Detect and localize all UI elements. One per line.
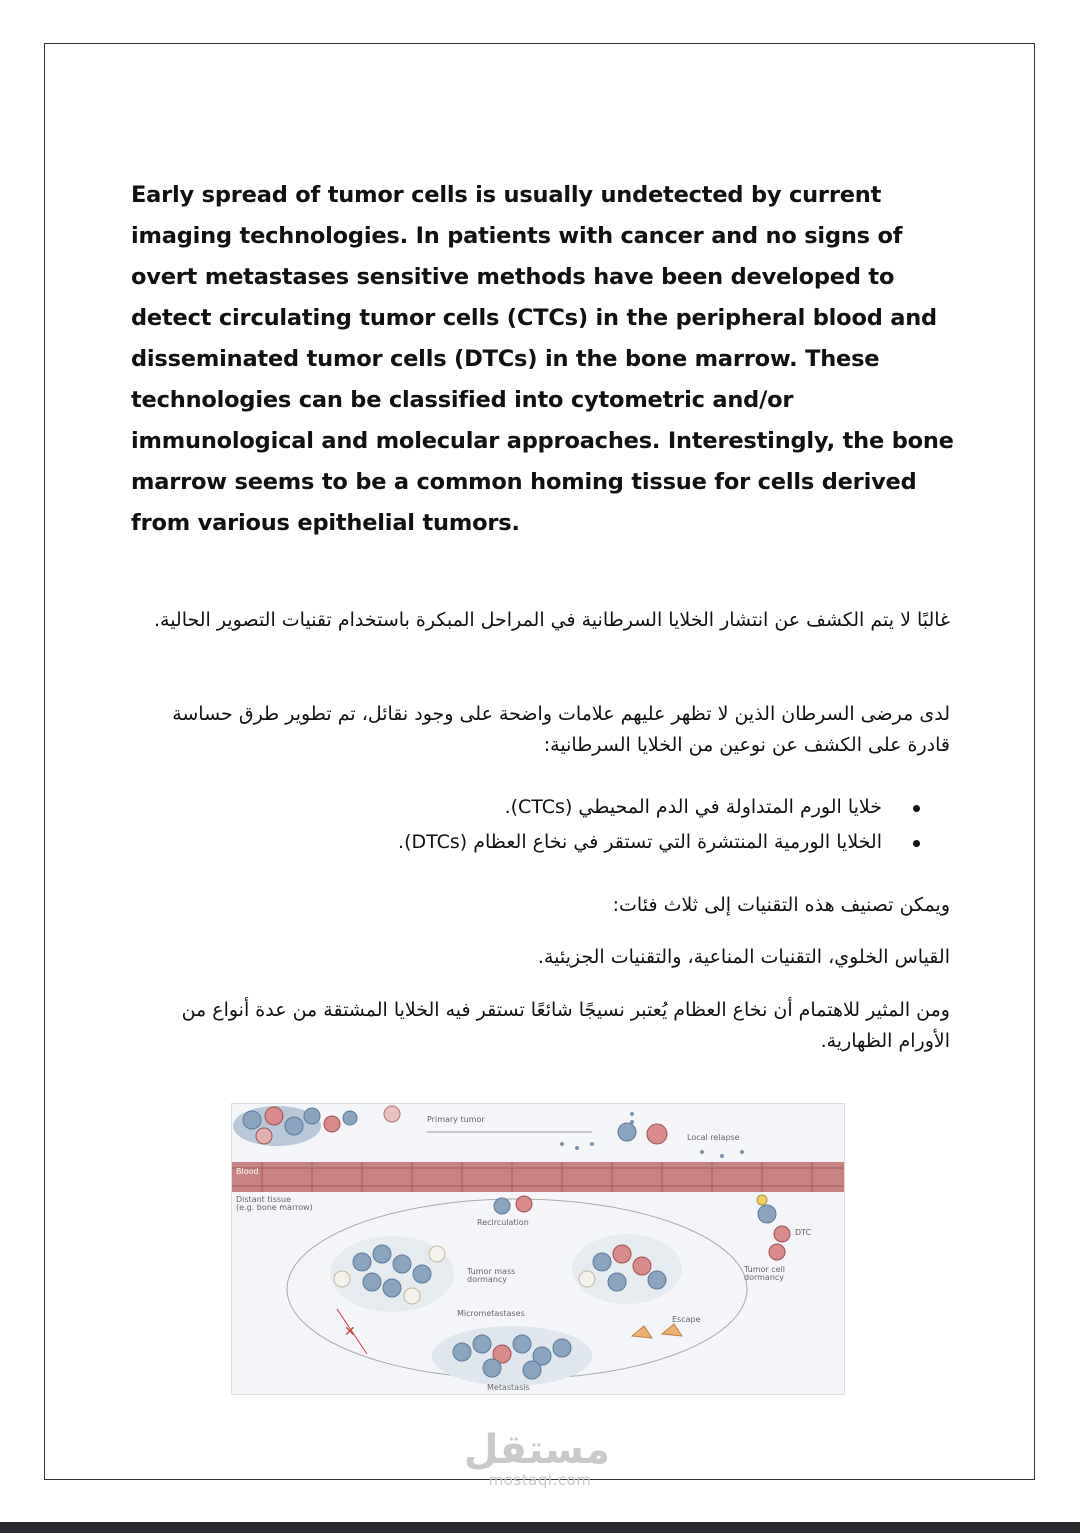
arabic-paragraph-2: لدى مرضى السرطان الذين لا تظهر عليهم علامات واضحة على وجود نقائل، تم تطوير طرق حساسة قادرة على الكشف عن نوعين من الخلايا السرطانية:	[172, 703, 950, 756]
primary-tumor-cluster	[233, 1106, 400, 1146]
local-relapse-cells	[618, 1123, 667, 1144]
bullet-dtcs: الخلايا الورمية المنتشرة التي تستقر في نخاع العظام (DTCs).	[300, 825, 920, 860]
metastasis-diagram-figure	[231, 1103, 845, 1395]
metastasis-cluster	[432, 1326, 592, 1386]
bullet-ctcs: خلايا الورم المتداولة في الدم المحيطي (CTCs).	[300, 790, 920, 825]
arabic-paragraph-1: غالبًا لا يتم الكشف عن انتشار الخلايا السرطانية في المراحل المبكرة باستخدام تقنيات التصوير الحالية.	[153, 609, 950, 631]
metastasis-diagram	[232, 1104, 844, 1394]
label-tumor-cell-dormancy-2: dormancy	[744, 1273, 785, 1282]
svg-text:✕: ✕	[344, 1324, 356, 1340]
label-distant-tissue-sub: (e.g. bone marrow)	[236, 1203, 313, 1212]
mostaql-watermark	[463, 1427, 610, 1489]
right-tumor-cluster	[572, 1234, 682, 1304]
arabic-bullet-list	[300, 790, 920, 860]
label-blood: Blood	[236, 1167, 259, 1176]
label-tumor-cell-dormancy: Tumor cell	[744, 1265, 786, 1274]
label-local-relapse: Local relapse	[687, 1133, 740, 1142]
watermark-logo: مستقل	[463, 1427, 610, 1473]
label-tumor-mass-dormancy: Tumor mass	[467, 1267, 516, 1276]
label-metastasis: Metastasis	[487, 1383, 530, 1392]
arabic-paragraph-3: ويمكن تصنيف هذه التقنيات إلى ثلاث فئات:	[612, 894, 950, 916]
blood-vessel-band	[232, 1162, 844, 1192]
dtc-cell	[757, 1195, 790, 1242]
label-micrometastases: Micrometastases	[457, 1309, 525, 1318]
label-recirculation: Recirculation	[477, 1218, 529, 1227]
arabic-paragraph-5: ومن المثير للاهتمام أن نخاع العظام يُعتبر نسيجًا شائعًا تستقر فيه الخلايا المشتقة من عدة أنواع من الأورام الظهارية.	[181, 999, 950, 1052]
label-primary-tumor: Primary tumor	[427, 1115, 485, 1124]
label-tumor-mass-dormancy-2: dormancy	[467, 1275, 508, 1284]
label-dtc: DTC	[795, 1228, 812, 1237]
tumor-mass-cluster	[330, 1236, 454, 1312]
english-paragraph: Early spread of tumor cells is usually undetected by current imaging technologies. In patients with cancer and no signs of overt metastases sensitive methods have been developed to detect circulating tumor cells (CTCs) in the peripheral blood and disseminated tumor cells (DTCs) in the bone marrow. These technologies can be classified into cytometric and/or immunological and molecular approaches. Interestingly, the bone marrow seems to be a common homing tissue for cells derived from various epithelial tumors.	[131, 182, 954, 536]
label-distant-tissue: Distant tissue	[236, 1195, 292, 1204]
watermark-url: mostaql.com	[488, 1471, 592, 1489]
label-escape: Escape	[672, 1315, 701, 1324]
escape-cells	[632, 1324, 682, 1338]
arabic-paragraph-4: القياس الخلوي، التقنيات المناعية، والتقنيات الجزيئية.	[537, 946, 950, 968]
bottom-bar	[0, 1522, 1080, 1533]
